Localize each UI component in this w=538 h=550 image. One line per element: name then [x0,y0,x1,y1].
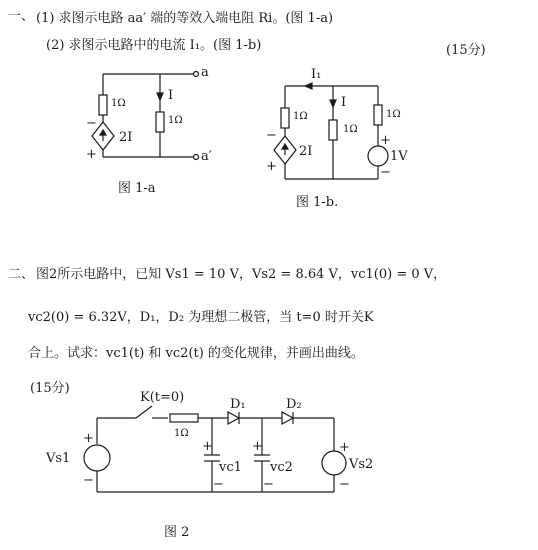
fig2-c1-minus: − [213,477,224,492]
fig2-switch-label: K(t=0) [140,390,185,405]
fig2-c2-plus: + [252,439,263,454]
problem2-line3: 合上。试求：vc1(t) 和 vc2(t) 的变化规律，并画出曲线。 [28,346,364,361]
fig2-vs2-minus: − [339,477,350,492]
problem1-part1: (1) 求图示电路 aa′ 端的等效入端电阻 Ri。(图 1-a) [36,11,334,26]
fig2-vc2-label: vc2 [270,460,293,475]
problem2-line1: 图2所示电路中，已知 Vs1 = 10 V，Vs2 = 8.64 V，vc1(0) = 0 V， [36,267,447,282]
problem2-score: (15分) [30,381,70,396]
fig2-vs1-label: Vs1 [46,451,71,466]
fig1b-resistor-left-label: 1Ω [293,111,308,122]
fig1a-resistor-left-label: 1Ω [111,98,126,109]
fig2-d1-label: D₁ [230,397,246,412]
fig1b-voltage-source-label: 1V [390,149,408,164]
fig2-c1-plus: + [202,439,213,454]
fig2-caption: 图 2 [164,525,190,540]
problem1-part2: (2) 求图示电路中的电流 I₁。(图 1-b) [46,38,262,53]
problem1-score: (15分) [446,43,486,58]
fig2-c2-minus: − [263,477,274,492]
fig1b-v-plus: + [380,133,391,148]
fig2-vs2-plus: + [339,440,350,455]
fig2-vs1-plus: + [83,431,94,446]
fig1b-dep-minus: − [266,128,277,143]
fig1b-current-mid-label: I [341,95,347,110]
fig2-resistor-label: 1Ω [174,428,189,439]
fig1b-resistor-mid-label: 1Ω [343,124,358,135]
problem2-line2: vc2(0) = 6.32V，D₁，D₂ 为理想二极管，当 t=0 时开关K [28,310,374,325]
fig2-vc1-label: vc1 [219,460,242,475]
fig1b-dep-source-label: 2I [299,144,313,159]
fig1a-resistor-right-label: 1Ω [168,115,183,126]
fig2-vs2-label: Vs2 [349,457,374,472]
fig1b-caption: 图 1-b. [296,195,339,210]
fig1a-minus: − [86,116,97,131]
fig1a-plus: + [86,147,97,162]
fig1a-current-label: I [168,88,174,103]
fig2-d2-label: D₂ [286,397,302,412]
problem2-number: 二、 [8,267,35,282]
fig1a-node-a2: a′ [201,149,212,164]
fig1b-current-top-label: I₁ [311,67,322,82]
fig1a-caption: 图 1-a [118,181,156,196]
fig1b-dep-plus: + [266,159,277,174]
fig1a-source-label: 2I [119,130,133,145]
fig2-vs1-minus: − [83,473,94,488]
fig1b-v-minus: − [380,165,391,180]
fig1b-resistor-right-label: 1Ω [386,109,401,120]
fig1a-node-a: a [201,65,209,80]
problem1-number: 一、 [8,9,35,24]
